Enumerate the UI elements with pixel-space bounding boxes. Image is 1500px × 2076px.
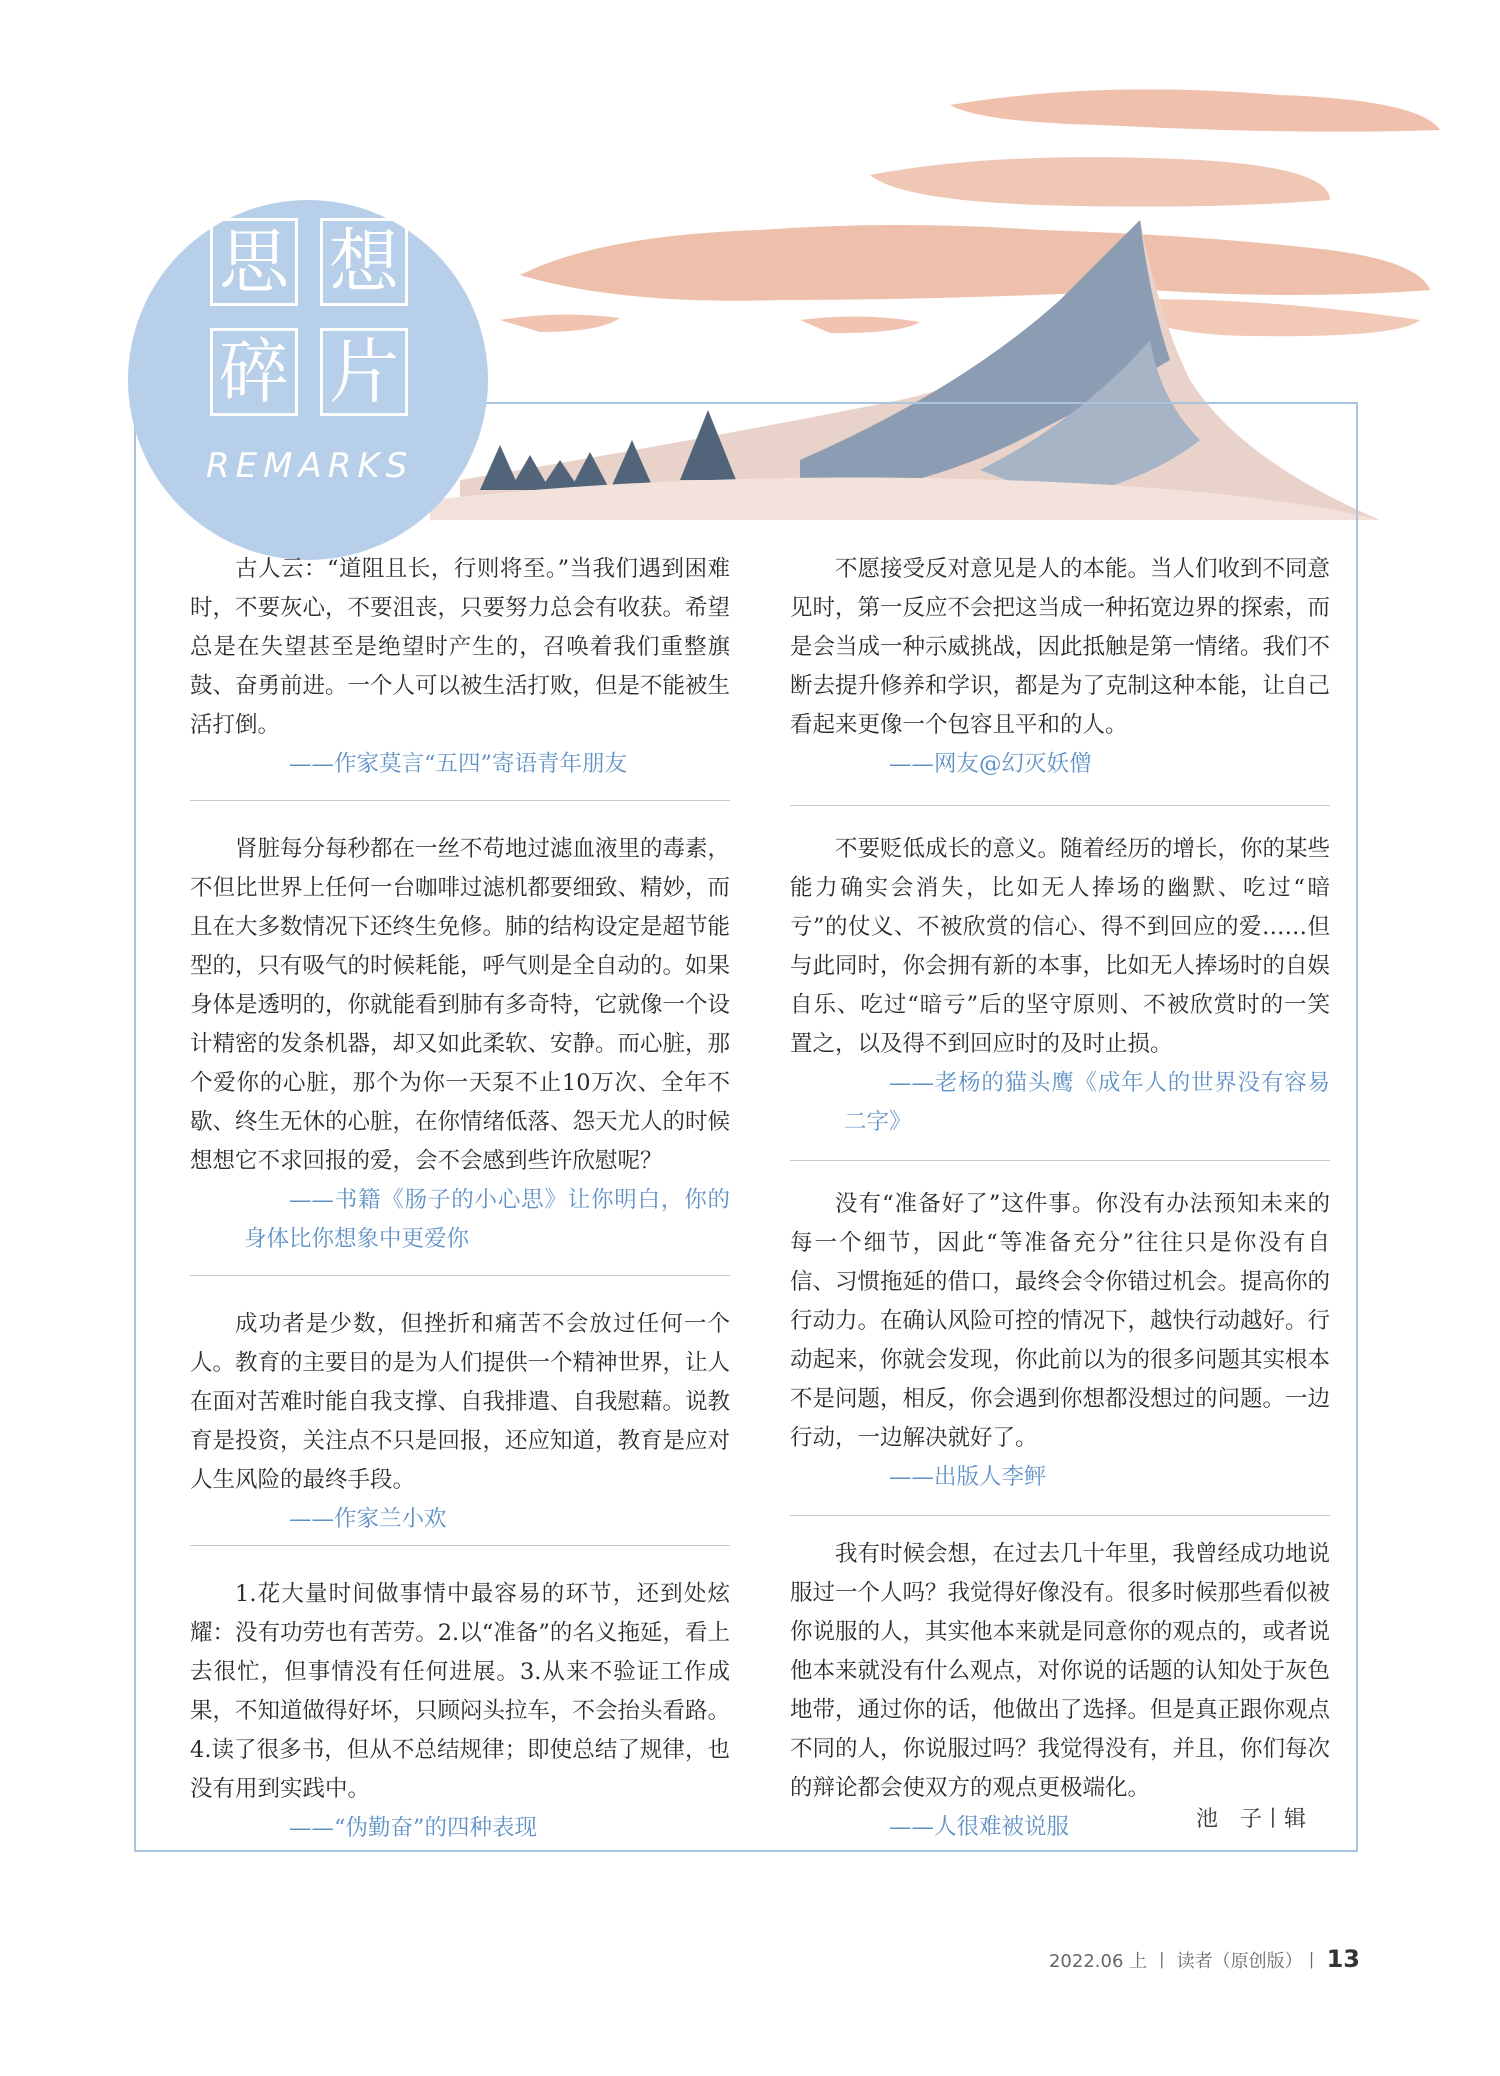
divider bbox=[190, 1545, 730, 1546]
quote-entry bbox=[790, 550, 1330, 784]
quote-text: 肾脏每分每秒都在一丝不苟地过滤血液里的毒素，不但比世界上任何一台咖啡过滤机都要细致、精妙，而且在大多数情况下还终生免修。肺的结构设定是超节能型的，只有吸气的时候耗能，呼气则是全自动的。如果身体是透明的，你就能看到肺有多奇特，它就像一个设计精密的发条机器，却又如此柔软、安静。而心脏，那个爱你的心脏，那个为你一天泵不止10万次、全年不歇、终生无休的心脏，在你情绪低落、怨天尤人的时候想想它不求回报的爱，会不会感到些许欣慰呢？ bbox=[190, 836, 731, 1174]
quote-text: 1.花大量时间做事情中最容易的环节，还到处炫耀：没有功劳也有苦劳。2.以“准备”的名义拖延，看上去很忙，但事情没有任何进展。3.从来不验证工作成果，不知道做得好坏，只顾闷头拉车，不会抬头看路。4.读了很多书，但从不总结规律；即使总结了规律，也没有用到实践中。 bbox=[190, 1581, 731, 1802]
quote-entry bbox=[790, 830, 1330, 1142]
issue-label: 2022.06 上 丨 读者（原创版）丨 bbox=[1048, 1951, 1321, 1972]
quote-source: ——出版人李鲆 bbox=[889, 1464, 1047, 1490]
divider bbox=[790, 805, 1330, 806]
quote-entry bbox=[190, 1305, 730, 1539]
quote-entry bbox=[190, 830, 730, 1259]
title-char-4: 片 bbox=[320, 328, 408, 416]
quote-text: 没有“准备好了”这件事。你没有办法预知未来的每一个细节，因此“等准备充分”往往只是你没有自信、习惯拖延的借口，最终会令你错过机会。提高你的行动力。在确认风险可控的情况下，越快行动越好。行动起来，你就会发现，你此前以为的很多问题其实根本不是问题，相反，你会遇到你想都没想过的问题。一边行动，一边解决就好了。 bbox=[790, 1191, 1331, 1451]
quote-text: 我有时候会想，在过去几十年里，我曾经成功地说服过一个人吗？我觉得好像没有。很多时候那些看似被你说服的人，其实他本来就是同意你的观点的，或者说他本来就没有什么观点，对你说的话题的认知处于灰色地带，通过你的话，他做出了选择。但是真正跟你观点不同的人，你说服过吗？我觉得没有，并且，你们每次的辩论都会使双方的观点更极端化。 bbox=[790, 1541, 1331, 1801]
editor-credit: 池 子丨辑 bbox=[1196, 1807, 1307, 1832]
divider bbox=[190, 800, 730, 801]
quote-entry bbox=[190, 550, 730, 784]
quote-source: ——作家莫言“五四”寄语青年朋友 bbox=[289, 751, 628, 777]
quote-entry bbox=[790, 1185, 1330, 1497]
quote-text: 成功者是少数，但挫折和痛苦不会放过任何一个人。教育的主要目的是为人们提供一个精神世界，让人在面对苦难时能自我支撑、自我排遣、自我慰藉。说教育是投资，关注点不只是回报，还应知道，教育是应对人生风险的最终手段。 bbox=[190, 1311, 731, 1493]
page-number: 13 bbox=[1326, 1945, 1360, 1973]
quote-text: 古人云：“道阻且长，行则将至。”当我们遇到困难时，不要灰心，不要沮丧，只要努力总会有收获。希望总是在失望甚至是绝望时产生的，召唤着我们重整旗鼓、奋勇前进。一个人可以被生活打败，但是不能被生活打倒。 bbox=[190, 556, 731, 738]
divider bbox=[190, 1275, 730, 1276]
quote-entry bbox=[190, 1575, 730, 1848]
title-char-3: 碎 bbox=[210, 328, 298, 416]
quote-text: 不愿接受反对意见是人的本能。当人们收到不同意见时，第一反应不会把这当成一种拓宽边界的探索，而是会当成一种示威挑战，因此抵触是第一情绪。我们不断去提升修养和学识，都是为了克制这种本能，让自己看起来更像一个包容且平和的人。 bbox=[790, 556, 1331, 738]
quote-source: ——作家兰小欢 bbox=[289, 1506, 447, 1532]
section-subtitle: REMARKS bbox=[206, 446, 414, 486]
quote-source: ——人很难被说服 bbox=[889, 1814, 1070, 1840]
clouds bbox=[500, 89, 1440, 336]
quote-text: 不要贬低成长的意义。随着经历的增长，你的某些能力确实会消失，比如无人捧场的幽默、吃过“暗亏”的仗义、不被欣赏的信心、得不到回应的爱……但与此同时，你会拥有新的本事，比如无人捧场时的自娱自乐、吃过“暗亏”后的坚守原则、不被欣赏时的一笑置之，以及得不到回应时的及时止损。 bbox=[790, 836, 1331, 1057]
quote-source: ——老杨的猫头鹰《成年人的世界没有容易二字》 bbox=[844, 1070, 1330, 1135]
divider bbox=[790, 1160, 1330, 1161]
divider bbox=[790, 1515, 1330, 1516]
title-char-1: 思 bbox=[210, 218, 298, 306]
quote-source: ——网友@幻灭妖僧 bbox=[889, 751, 1092, 777]
section-badge bbox=[128, 200, 488, 560]
quote-source: ——书籍《肠子的小心思》让你明白，你的身体比你想象中更爱你 bbox=[244, 1187, 730, 1252]
page-footer bbox=[1049, 1945, 1360, 1973]
title-char-2: 想 bbox=[320, 218, 408, 306]
quote-source: ——“伪勤奋”的四种表现 bbox=[289, 1815, 538, 1841]
quote-entry bbox=[790, 1535, 1330, 1847]
